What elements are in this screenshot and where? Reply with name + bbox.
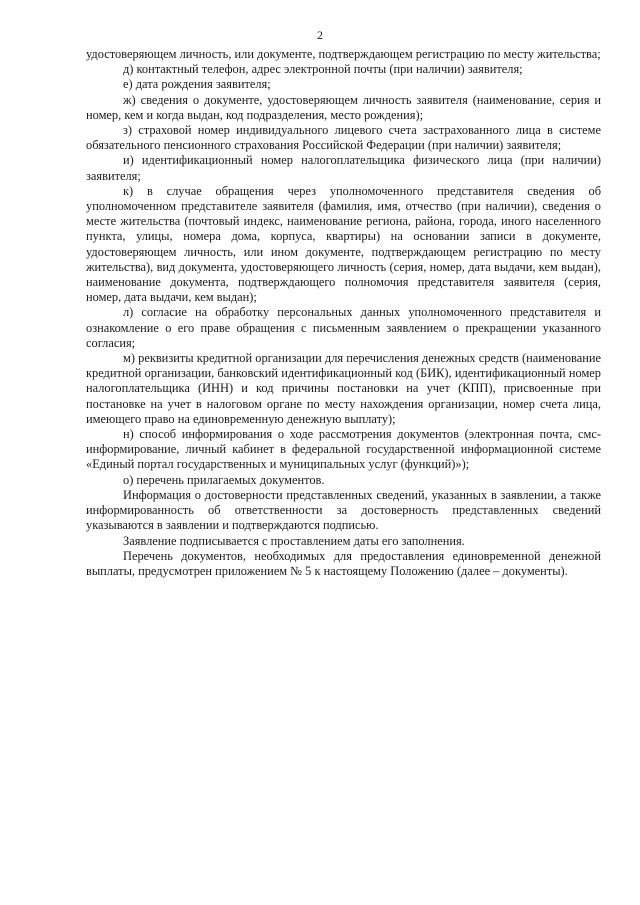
- paragraph-item-z: з) страховой номер индивидуального лицевого счета застрахованного лица в системе обязательного пенсионного страхования Российской Федерации (при наличии) заявителя;: [86, 123, 601, 153]
- document-body: [86, 47, 601, 579]
- paragraph-continuation: удостоверяющем личность, или документе, подтверждающем регистрацию по месту жительства;: [86, 47, 601, 61]
- page-number: 2: [317, 28, 323, 42]
- paragraph-item-l: л) согласие на обработку персональных данных уполномоченного представителя и ознакомление о его праве обращения с письменным заявлением о прекращении указанного согласия;: [86, 305, 601, 350]
- paragraph-item-e: е) дата рождения заявителя;: [123, 77, 271, 92]
- paragraph-signature: Заявление подписывается с проставлением даты его заполнения.: [123, 533, 465, 548]
- paragraph-item-zh: ж) сведения о документе, удостоверяющем личность заявителя (наименование, серия и номер, кем и когда выдан, код подразделения, место рождения);: [86, 92, 601, 122]
- paragraph-reliability: Информация о достоверности представленных сведений, указанных в заявлении, а также информированность об ответственности за достоверность представленных сведений указываются в заявлении и подтверждаются подписью.: [86, 487, 601, 533]
- paragraph-documents-list: Перечень документов, необходимых для предоставления единовременной денежной выплаты, предусмотрен приложением № 5 к настоящему Положению (далее – документы).: [86, 548, 601, 578]
- paragraph-item-n: н) способ информирования о ходе рассмотрения документов (электронная почта, смс-информирование, личный кабинет в федеральной государственной информационной системе «Единый портал государственных и муниципальных услуг (функций)»);: [86, 427, 601, 472]
- paragraph-item-i: и) идентификационный номер налогоплательщика физического лица (при наличии) заявителя;: [86, 153, 601, 183]
- paragraph-item-o: о) перечень прилагаемых документов.: [123, 472, 325, 487]
- paragraph-item-d: д) контактный телефон, адрес электронной почты (при наличии) заявителя;: [123, 62, 523, 77]
- paragraph-item-k: к) в случае обращения через уполномоченного представителя сведения об уполномоченном представителе заявителя (фамилия, имя, отчество (при наличии), сведения о месте жительства (почтовый индекс, наименование региона, района, города, иного населенного пункта, улицы, номера дома, корпуса, квартиры) на основании записи в документе, удостоверяющем личность, или ином документе, подтверждающем регистрацию по месту жительства), вид документа, удостоверяющего личность (серия, номер, дата выдачи, кем выдан), наименование документа, подтверждающего полномочия представителя заявителя (серия, номер, дата выдачи, кем выдан);: [86, 183, 601, 305]
- paragraph-item-m: м) реквизиты кредитной организации для перечисления денежных средств (наименование кредитной организации, банковский идентификационный код (БИК), идентификационный номер налогоплательщика (ИНН) и код причины постановки на учет (КПП), присвоенные при постановке на учет в налоговом органе по месту нахождения организации, номер счета лица, имеющего право на единовременную денежную выплату);: [86, 351, 601, 426]
